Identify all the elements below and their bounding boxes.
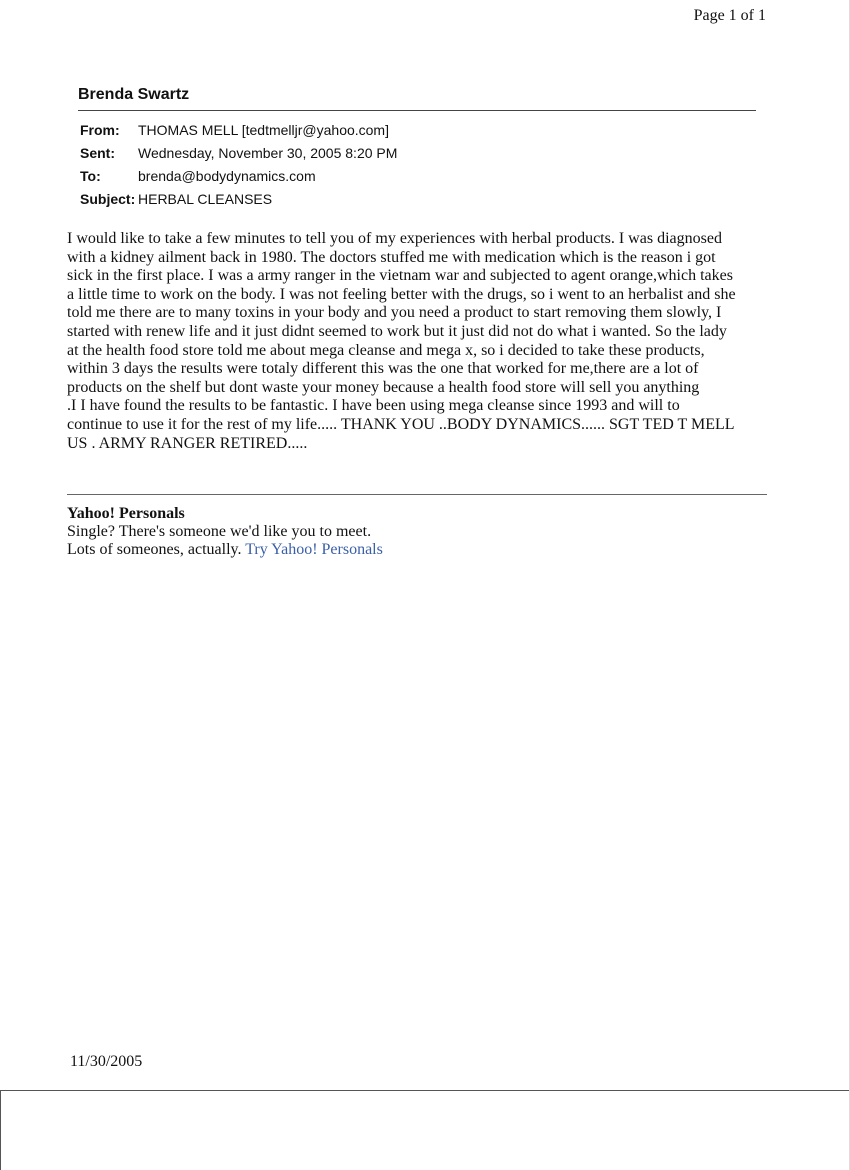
- body-line: started with renew life and it just didnt seemed to work but it just did not do what i wanted. So the lady: [67, 322, 727, 340]
- body-line: within 3 days the results were totaly different this was the one that worked for me,there are a lot of: [67, 360, 699, 378]
- from-row: [80, 122, 397, 145]
- ad-line-2: [67, 541, 383, 559]
- yahoo-personals-link[interactable]: Try Yahoo! Personals: [245, 541, 383, 558]
- body-line: .I I have found the results to be fantastic. I have been using mega cleanse since 1993 and will to: [67, 397, 680, 415]
- ad-title: Yahoo! Personals: [67, 505, 185, 522]
- body-line: products on the shelf but dont waste your money because a health food store will sell you anything: [67, 378, 700, 396]
- email-body: [67, 230, 772, 453]
- sent-value: Wednesday, November 30, 2005 8:20 PM: [138, 145, 398, 161]
- body-line: continue to use it for the rest of my life..... THANK YOU ..BODY DYNAMICS...... SGT TED T MELL: [67, 415, 735, 433]
- print-date: 11/30/2005: [70, 1053, 143, 1070]
- body-line: at the health food store told me about mega cleanse and mega x, so i decided to take these products,: [67, 341, 705, 359]
- email-header: [80, 122, 397, 214]
- yahoo-ad: [67, 505, 383, 559]
- ad-line-1: Single? There's someone we'd like you to meet.: [67, 523, 372, 540]
- body-line: I would like to take a few minutes to tell you of my experiences with herbal products. I was diagnosed: [67, 230, 722, 247]
- account-name: Brenda Swartz: [78, 86, 190, 103]
- from-label: From:: [80, 122, 120, 138]
- subject-label: Subject:: [80, 191, 136, 207]
- body-line: a little time to work on the body. I was not feeling better with the drugs, so i went to an herbalist and she: [67, 285, 736, 303]
- body-line: told me there are to many toxins in your body and you need a product to start removing them slowly, I: [67, 304, 722, 322]
- to-row: [80, 168, 397, 191]
- scan-edge-horizontal: [0, 1090, 850, 1091]
- signature-divider: [67, 494, 767, 495]
- body-line: US . ARMY RANGER RETIRED.....: [67, 434, 308, 452]
- header-divider: [78, 110, 756, 111]
- page-number: Page 1 of 1: [693, 7, 766, 24]
- scan-edge-vertical: [0, 1090, 1, 1170]
- from-value: THOMAS MELL [tedtmelljr@yahoo.com]: [138, 122, 389, 138]
- body-line: with a kidney ailment back in 1980. The doctors stuffed me with medication which is the reason i got: [67, 248, 716, 266]
- ad-line-2-text: Lots of someones, actually.: [67, 541, 246, 558]
- sent-row: [80, 145, 397, 168]
- subject-value: HERBAL CLEANSES: [138, 191, 273, 207]
- sent-label: Sent:: [80, 145, 115, 161]
- to-value: brenda@bodydynamics.com: [138, 168, 316, 184]
- to-label: To:: [80, 168, 101, 184]
- subject-row: [80, 191, 397, 214]
- body-line: sick in the first place. I was a army ranger in the vietnam war and subjected to agent orange,which takes: [67, 267, 733, 285]
